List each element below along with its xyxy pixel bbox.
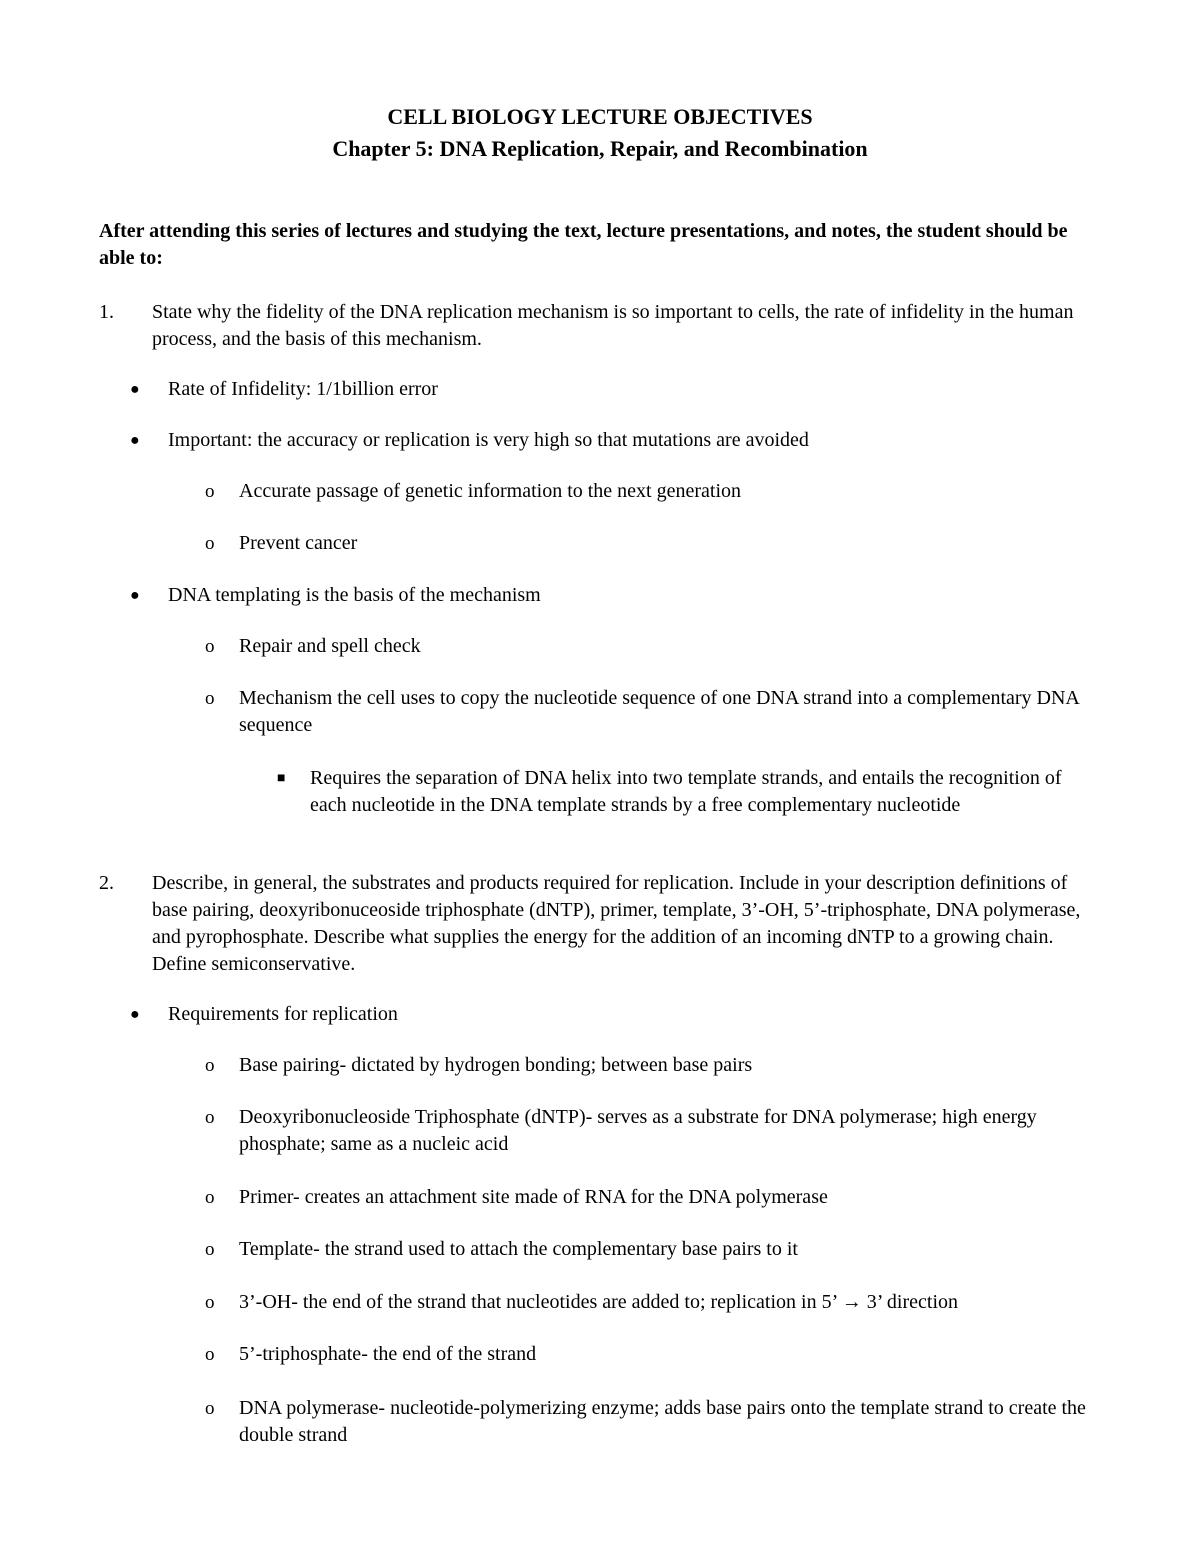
sub-bullet-marker: o — [205, 636, 215, 657]
sub-bullet-item: Mechanism the cell uses to copy the nucleotide sequence of one DNA strand into a complementary DNA sequence — [239, 687, 1079, 736]
square-bullet-marker: ■ — [277, 771, 286, 786]
objective-number: 2. — [99, 872, 114, 894]
sub-bullet-marker: o — [205, 688, 215, 709]
sub-bullet-item: DNA polymerase- nucleotide-polymerizing enzyme; adds base pairs onto the template strand to create the double strand — [239, 1397, 1086, 1446]
sub-bullet-item: Repair and spell check — [239, 635, 421, 657]
sub-bullet-item: 3’-OH- the end of the strand that nucleotides are added to; replication in 5’ → 3’ direction — [239, 1291, 959, 1313]
objective-number: 1. — [99, 301, 114, 323]
sub-bullet-marker: o — [205, 1107, 215, 1128]
sub-bullet-item: Base pairing- dictated by hydrogen bonding; between base pairs — [239, 1054, 753, 1076]
bullet-marker: ● — [130, 1006, 140, 1023]
sub-bullet-item: Primer- creates an attachment site made of RNA for the DNA polymerase — [239, 1186, 828, 1208]
intro-paragraph: After attending this series of lectures and studying the text, lecture presentations, and notes, the student should be able to: — [99, 220, 1068, 269]
sub-bullet-marker: o — [205, 1292, 215, 1313]
sub-bullet-item: Template- the strand used to attach the complementary base pairs to it — [239, 1238, 798, 1260]
sub-bullet-item: Accurate passage of genetic information to the next generation — [239, 480, 742, 502]
sub-bullet-marker: o — [205, 481, 215, 502]
sub-bullet-marker: o — [205, 533, 215, 554]
bullet-marker: ● — [130, 381, 140, 398]
bullet-item: Important: the accuracy or replication is very high so that mutations are avoided — [168, 429, 809, 451]
bullet-marker: ● — [130, 587, 140, 604]
sub-bullet-marker: o — [205, 1398, 215, 1419]
sub-bullet-item: Prevent cancer — [239, 532, 358, 554]
sub-bullet-item: 5’-triphosphate- the end of the strand — [239, 1343, 537, 1365]
bullet-marker: ● — [130, 432, 140, 449]
bullet-item: DNA templating is the basis of the mechanism — [168, 584, 541, 606]
bullet-item: Requirements for replication — [168, 1003, 398, 1025]
sub-sub-bullet-item: Requires the separation of DNA helix into two template strands, and entails the recognition of each nucleotide in the DNA template strands by a free complementary nucleotide — [310, 767, 1062, 816]
sub-bullet-item: Deoxyribonucleoside Triphosphate (dNTP)- serves as a substrate for DNA polymerase; high energy phosphate; same as a nucleic acid — [239, 1106, 1037, 1155]
chapter-title: Chapter 5: DNA Replication, Repair, and Recombination — [332, 136, 868, 161]
objective-text: Describe, in general, the substrates and products required for replication. Include in your description definitions of base pairing, deoxyribonuceoside triphosphate (dNTP), primer, template, 3’-OH, 5’-triphosphate, DNA polymerase, and pyrophosphate. Describe what supplies the energy for the addition of an incoming dNTP to a growing chain. Define semiconservative. — [152, 872, 1081, 975]
sub-bullet-marker: o — [205, 1055, 215, 1076]
objective-text: State why the fidelity of the DNA replication mechanism is so important to cells, the rate of infidelity in the human process, and the basis of this mechanism. — [152, 301, 1074, 350]
sub-bullet-marker: o — [205, 1187, 215, 1208]
document-title: CELL BIOLOGY LECTURE OBJECTIVES — [387, 104, 813, 129]
bullet-item: Rate of Infidelity: 1/1billion error — [168, 378, 438, 400]
sub-bullet-marker: o — [205, 1239, 215, 1260]
sub-bullet-marker: o — [205, 1344, 215, 1365]
